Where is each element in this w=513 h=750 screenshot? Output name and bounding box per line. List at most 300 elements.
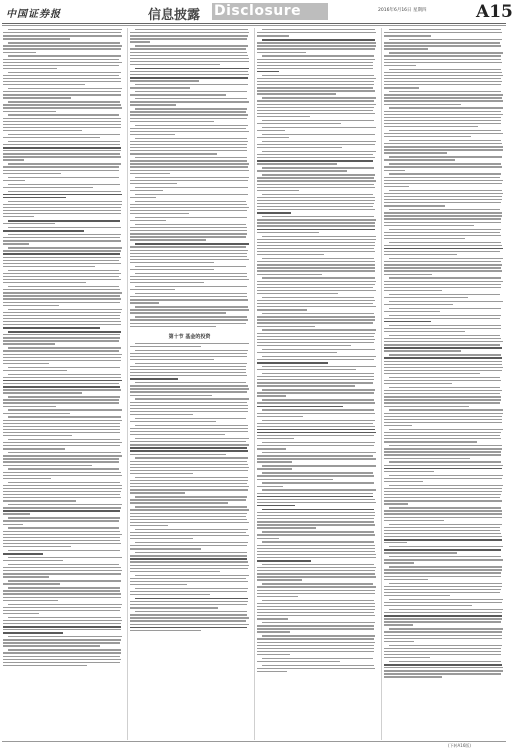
text-line xyxy=(257,448,286,449)
text-line xyxy=(3,659,121,660)
text-line xyxy=(257,628,374,629)
text-line xyxy=(3,289,120,290)
text-line xyxy=(257,309,307,310)
text-line xyxy=(384,510,502,511)
text-line xyxy=(3,402,119,403)
text-line xyxy=(3,455,122,456)
text-line xyxy=(384,589,501,590)
text-line xyxy=(3,32,121,33)
text-line xyxy=(3,279,121,280)
text-line xyxy=(130,183,177,184)
text-line xyxy=(262,120,374,121)
text-line xyxy=(384,478,502,479)
text-line xyxy=(262,472,373,473)
text-line xyxy=(8,247,122,248)
text-line xyxy=(384,592,500,593)
text-line xyxy=(130,630,201,631)
text-line xyxy=(130,48,246,49)
text-line xyxy=(130,326,216,327)
text-line xyxy=(135,611,247,612)
text-line xyxy=(3,124,121,125)
text-line xyxy=(3,537,120,538)
text-line xyxy=(3,340,119,341)
text-line xyxy=(3,458,119,459)
text-line xyxy=(135,316,247,317)
text-line xyxy=(384,448,502,449)
text-line xyxy=(8,367,120,368)
text-line xyxy=(257,137,289,138)
text-line xyxy=(130,561,248,562)
text-line xyxy=(257,521,374,522)
text-line xyxy=(389,156,502,157)
text-line xyxy=(389,39,502,40)
text-line xyxy=(257,576,376,577)
text-line xyxy=(257,78,376,79)
text-line xyxy=(3,610,120,611)
text-line xyxy=(257,638,374,639)
text-line xyxy=(3,392,82,393)
text-line xyxy=(257,618,288,619)
text-line xyxy=(384,84,501,85)
text-line xyxy=(384,595,450,596)
text-line xyxy=(130,538,193,539)
text-line xyxy=(384,248,503,250)
text-line xyxy=(384,390,502,391)
text-line xyxy=(130,431,248,432)
text-line xyxy=(257,468,292,469)
text-column-3 xyxy=(257,28,376,740)
text-line xyxy=(384,193,503,194)
text-line xyxy=(8,517,120,518)
text-line xyxy=(3,583,60,584)
text-line xyxy=(389,301,503,302)
text-line xyxy=(384,579,428,580)
text-line xyxy=(8,604,122,605)
text-line xyxy=(257,245,375,246)
text-line xyxy=(130,428,248,429)
column-divider xyxy=(381,28,382,740)
text-line xyxy=(384,123,501,124)
text-line xyxy=(257,557,376,558)
text-line xyxy=(384,383,452,384)
text-line xyxy=(384,536,502,537)
text-line xyxy=(3,497,121,498)
text-line xyxy=(389,258,503,259)
text-line xyxy=(130,259,249,260)
text-line xyxy=(389,29,501,30)
text-line xyxy=(135,286,247,287)
text-line xyxy=(3,65,119,66)
text-line xyxy=(262,409,374,410)
text-line xyxy=(389,628,503,629)
text-line xyxy=(130,38,247,39)
text-line xyxy=(130,591,247,592)
text-line xyxy=(130,58,249,59)
text-line xyxy=(384,212,502,213)
text-line xyxy=(257,264,375,265)
text-line xyxy=(257,45,376,46)
text-line xyxy=(3,423,120,424)
text-line xyxy=(130,173,170,174)
text-line xyxy=(257,573,375,574)
text-line xyxy=(257,518,374,519)
text-line xyxy=(257,402,375,403)
text-line xyxy=(384,59,501,60)
text-line xyxy=(130,239,206,240)
text-line xyxy=(3,111,56,112)
text-line xyxy=(389,173,501,174)
text-line xyxy=(384,126,478,127)
text-line xyxy=(384,267,501,268)
text-line xyxy=(130,77,248,79)
text-line xyxy=(384,651,501,652)
text-line xyxy=(389,583,502,584)
text-line xyxy=(3,156,121,157)
text-line xyxy=(384,497,500,498)
text-line xyxy=(262,151,376,152)
text-line xyxy=(3,315,120,316)
text-line xyxy=(3,68,57,69)
text-line xyxy=(3,567,121,568)
text-line xyxy=(384,396,501,397)
text-line xyxy=(135,45,248,46)
text-line xyxy=(3,534,122,535)
text-line xyxy=(384,648,501,649)
text-line xyxy=(3,478,51,479)
text-line xyxy=(8,564,119,565)
text-line xyxy=(384,199,502,200)
text-line xyxy=(262,216,374,217)
text-line xyxy=(130,369,246,370)
text-line xyxy=(3,292,122,293)
text-line xyxy=(130,302,159,303)
text-line xyxy=(3,399,119,400)
text-line xyxy=(3,35,122,36)
text-line xyxy=(130,467,249,468)
text-line xyxy=(384,458,470,459)
text-line xyxy=(130,289,175,290)
article-body xyxy=(3,28,505,740)
masthead xyxy=(0,0,513,24)
text-line xyxy=(130,519,247,520)
text-line xyxy=(3,357,121,358)
text-line xyxy=(262,452,376,453)
text-line xyxy=(130,624,249,625)
text-line xyxy=(3,540,120,541)
text-line xyxy=(257,209,375,210)
text-line xyxy=(257,274,322,275)
text-line xyxy=(384,100,503,101)
text-line xyxy=(130,601,248,602)
text-line xyxy=(384,65,416,66)
text-line xyxy=(389,163,501,164)
text-line xyxy=(3,380,122,382)
text-line xyxy=(130,522,249,523)
text-line xyxy=(257,339,375,340)
text-line xyxy=(3,386,120,388)
text-line xyxy=(3,137,100,138)
text-line xyxy=(389,377,500,378)
text-line xyxy=(257,316,375,317)
text-line xyxy=(257,586,376,587)
text-line xyxy=(3,305,59,306)
text-line xyxy=(130,532,246,533)
text-line xyxy=(384,186,409,187)
text-line xyxy=(257,345,351,346)
text-line xyxy=(257,545,375,546)
text-line xyxy=(130,614,247,615)
text-line xyxy=(384,624,413,625)
text-line xyxy=(384,621,501,622)
text-line xyxy=(3,491,121,492)
text-line xyxy=(130,101,249,102)
text-line xyxy=(262,658,373,659)
text-line xyxy=(8,504,122,505)
text-line xyxy=(3,432,120,433)
text-line xyxy=(262,442,375,443)
text-line xyxy=(257,251,375,252)
text-line xyxy=(389,107,503,108)
text-line xyxy=(3,590,120,591)
text-line xyxy=(389,315,501,316)
text-line xyxy=(384,104,461,105)
text-line xyxy=(130,163,249,164)
text-line xyxy=(130,568,248,569)
text-line xyxy=(384,673,501,674)
text-line xyxy=(8,29,122,30)
text-line xyxy=(384,370,502,371)
text-line xyxy=(130,323,246,324)
text-line xyxy=(384,238,465,239)
text-line xyxy=(130,366,246,367)
text-line xyxy=(3,127,121,128)
text-line xyxy=(3,282,86,283)
text-line xyxy=(3,78,121,79)
text-line xyxy=(135,91,247,92)
text-line xyxy=(257,432,376,434)
text-line xyxy=(389,645,502,646)
text-line xyxy=(389,445,502,446)
text-line xyxy=(130,385,248,386)
text-line xyxy=(257,538,279,539)
text-line xyxy=(3,576,49,577)
text-line xyxy=(262,366,376,367)
text-line xyxy=(3,240,121,241)
text-line xyxy=(384,311,440,312)
text-line xyxy=(130,492,185,493)
text-line xyxy=(257,144,375,145)
text-line xyxy=(384,520,444,521)
text-line xyxy=(130,276,247,277)
text-line xyxy=(257,333,375,334)
text-line xyxy=(135,382,246,383)
text-line xyxy=(3,97,71,98)
text-line xyxy=(130,220,166,221)
text-line xyxy=(3,197,66,199)
text-line xyxy=(262,665,374,666)
text-line xyxy=(384,503,408,504)
text-line xyxy=(130,230,247,231)
text-line xyxy=(257,87,373,88)
text-line xyxy=(3,626,121,628)
text-line xyxy=(262,399,374,400)
text-line xyxy=(3,147,121,149)
text-line xyxy=(3,389,121,390)
text-line xyxy=(135,108,247,109)
text-line xyxy=(3,273,121,274)
text-line xyxy=(257,369,356,370)
text-line xyxy=(384,143,502,144)
text-line xyxy=(3,243,29,244)
text-line xyxy=(257,206,373,207)
text-line xyxy=(3,475,122,476)
masthead-rule xyxy=(2,23,506,24)
text-line xyxy=(8,270,119,271)
text-line xyxy=(257,609,375,610)
text-line xyxy=(257,52,306,53)
text-line xyxy=(130,262,214,263)
text-line xyxy=(8,163,121,164)
text-line xyxy=(8,234,121,235)
text-line xyxy=(384,432,501,433)
text-line xyxy=(384,357,502,359)
text-line xyxy=(3,445,120,446)
text-line xyxy=(257,281,376,282)
text-line xyxy=(384,586,502,587)
text-line xyxy=(384,254,457,255)
text-line xyxy=(8,347,121,348)
text-line xyxy=(262,39,375,41)
text-line xyxy=(130,299,248,300)
text-line xyxy=(262,167,374,168)
text-line xyxy=(3,510,120,512)
text-line xyxy=(384,297,468,298)
text-line xyxy=(130,513,247,514)
text-line xyxy=(3,81,121,82)
text-line xyxy=(130,414,193,415)
text-line xyxy=(262,127,376,128)
text-line xyxy=(130,411,248,412)
section-heading: 第十节 基金的投资 xyxy=(168,333,211,340)
continuation-note: (下转A16版) xyxy=(448,743,471,748)
text-line xyxy=(3,237,120,238)
text-line xyxy=(384,373,480,374)
text-line xyxy=(262,313,374,314)
text-line xyxy=(3,327,100,329)
text-line xyxy=(384,539,502,541)
text-line xyxy=(3,194,122,196)
text-line xyxy=(257,458,376,459)
text-line xyxy=(130,94,226,95)
text-line xyxy=(3,260,119,261)
text-line xyxy=(257,163,337,164)
text-line xyxy=(257,197,375,198)
text-line xyxy=(3,543,121,544)
text-line xyxy=(3,104,121,105)
text-line xyxy=(257,107,374,108)
text-line xyxy=(257,651,374,652)
text-line xyxy=(8,331,121,333)
text-line xyxy=(384,318,500,319)
text-line xyxy=(130,604,247,605)
text-line xyxy=(389,599,503,600)
text-line xyxy=(130,32,249,33)
text-line xyxy=(257,499,375,500)
text-line xyxy=(257,270,375,271)
text-line xyxy=(384,225,474,226)
text-line xyxy=(257,438,294,439)
text-line xyxy=(3,420,122,421)
text-line xyxy=(3,302,120,303)
text-line xyxy=(3,324,121,325)
text-line xyxy=(130,509,249,510)
text-line xyxy=(384,559,503,560)
text-line xyxy=(130,55,248,56)
text-line xyxy=(389,546,503,547)
text-line xyxy=(135,201,246,202)
text-line xyxy=(3,312,121,313)
text-line xyxy=(8,55,121,56)
text-line xyxy=(8,409,122,410)
text-line xyxy=(3,665,87,666)
text-line xyxy=(135,506,247,507)
text-line xyxy=(3,343,55,344)
text-line xyxy=(257,177,374,178)
text-line xyxy=(389,91,501,92)
text-line xyxy=(384,133,503,134)
text-line xyxy=(3,448,65,449)
text-line xyxy=(384,287,501,288)
text-line xyxy=(384,654,501,655)
text-line xyxy=(384,284,501,285)
text-line xyxy=(130,282,204,283)
text-line xyxy=(389,354,501,355)
text-line xyxy=(384,657,430,658)
text-line xyxy=(3,383,119,384)
text-line xyxy=(257,631,290,632)
text-line xyxy=(257,222,375,223)
text-line xyxy=(3,488,122,489)
text-line xyxy=(384,667,503,668)
text-line xyxy=(130,480,248,481)
text-line xyxy=(384,117,501,118)
text-line xyxy=(257,505,295,507)
text-line xyxy=(384,205,445,206)
text-line xyxy=(384,406,469,407)
text-line xyxy=(257,445,374,446)
masthead-rule-thin xyxy=(2,25,506,26)
text-line xyxy=(130,444,249,445)
text-line xyxy=(384,290,442,291)
text-line xyxy=(384,42,500,43)
text-line xyxy=(389,229,501,230)
text-line xyxy=(130,246,246,247)
text-line xyxy=(257,180,376,181)
text-line xyxy=(262,489,376,490)
text-line xyxy=(135,575,249,576)
text-line xyxy=(257,642,375,643)
text-line xyxy=(384,481,423,482)
text-line xyxy=(130,525,168,526)
text-line xyxy=(384,451,501,452)
text-line xyxy=(3,435,72,436)
text-line xyxy=(3,295,120,296)
text-line xyxy=(3,546,71,547)
text-line xyxy=(257,512,375,513)
text-line xyxy=(389,52,503,53)
text-line xyxy=(384,635,502,636)
text-line xyxy=(3,413,70,414)
